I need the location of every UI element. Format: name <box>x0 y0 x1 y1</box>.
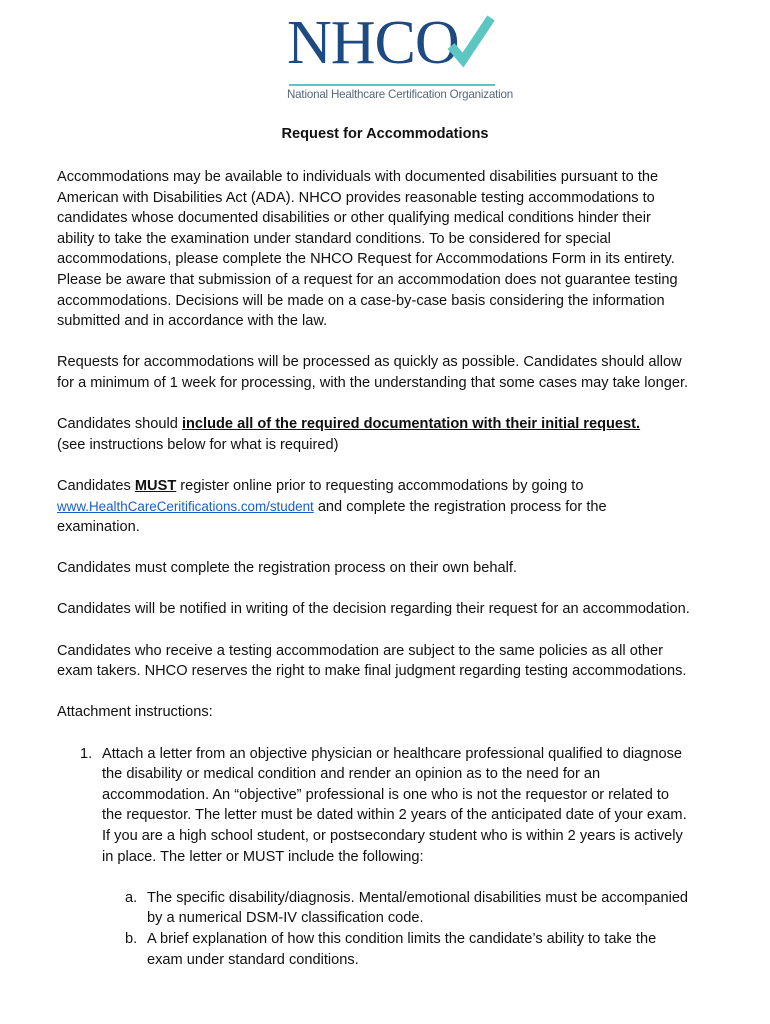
text-line: for a minimum of 1 week for processing, with the understanding that some cases may take longer. <box>57 374 689 391</box>
registration-link[interactable]: www.HealthCareCeritifications.com/student <box>57 498 314 514</box>
text-line: in place. The letter or MUST include the following: <box>102 848 424 865</box>
must-emphasis: MUST <box>134 477 177 494</box>
paragraph-policies <box>57 641 757 682</box>
paragraph-register: Candidates MUST register online prior to requesting accommodations by going to <box>57 477 584 494</box>
list-marker: a. <box>125 889 138 906</box>
text-line: A brief explanation of how this condition limits the candidate’s ability to take the <box>147 930 657 947</box>
document-body: Accommodations may be available to individuals with documented disabilities pursuant to the American with Disabilities Act (ADA). NHCO provides reasonable testing accommodations to candidates whose documented disabilities or other qualifying medical conditions hinder their ability to take the examination under standard conditions. To be considered for special accommodations, please complete the NHCO Request for Accommodations Form in its entirety. Please be aware that submission of a request for an accommodation does not guarantee testing accommodations. Decisions will be made on a case-by-case basis considering the information submitted and in accordance with the law. Requests for accommodations will be processed as quickly as possible. Candidates should allow for a minimum of 1 week for processing, with the understanding that some cases may take longer. Candidates should include all of the required documentation with their initial request. (see instructions below for what is required) Candidates MUST register online prior to requesting accommodations by going to www.HealthCareCeritifications.com/student and complete the registration process for the examination. Candidates must complete the registration process on their own behalf. Candidates will be notified in writing of the decision regarding their request for an accommodation. Candidates who receive a testing accommodation are subject to the same policies as all other exam takers. NHCO reserves the right to make final judgment regarding testing accommodations. Attachment instructions: 1. Attach a letter from an objective physician or healthcare professional qualified to diagnose the disability or medical condition and render an opinion as to the need for an accommodation. An “objective” professional is one who is not the requestor or related to the requestor. The letter must be dated within 2 years of the anticipated date of your exam. If you are a high school student, or postsecondary student who is within 2 years is actively in place. The letter or MUST include the following: a. The specific disability/diagnosis. Mental/emotional disabilities must be accompanied by a numerical DSM-IV classification code. b. A brief explanation of how this condition limits the candidate’s ability to take the exam under standard conditions. <box>57 167 757 970</box>
text-line: submitted and in accordance with the law. <box>57 313 328 330</box>
text-line: Accommodations may be available to individuals with documented disabilities pursuant to the <box>57 169 659 185</box>
text-line: the disability or medical condition and render an opinion as to the need for an <box>102 766 601 783</box>
list-item <box>57 888 757 929</box>
list-marker: b. <box>125 930 138 947</box>
text-line: If you are a high school student, or postsecondary student who is within 2 years is actively <box>102 828 683 844</box>
paragraph-notification: Candidates will be notified in writing of the decision regarding their request for an accommodation. <box>57 601 690 618</box>
text-line: ability to take the examination under standard conditions. To be considered for special <box>57 230 611 247</box>
required-doc-emphasis: include all of the required documentation with their initial request. <box>181 416 641 433</box>
paragraph-own-behalf: Candidates must complete the registration process on their own behalf. <box>57 560 517 577</box>
text-line: the requestor. The letter must be dated within 2 years of the anticipated date of your exam. <box>102 807 687 824</box>
instructions-note: (see instructions below for what is required) <box>57 436 339 453</box>
paragraph-documentation: Candidates should include all of the required documentation with their initial request. <box>57 416 641 433</box>
text-line: Please be aware that submission of a request for an accommodation does not guarantee testing <box>57 271 678 288</box>
paragraph-intro <box>57 167 757 332</box>
attachment-list <box>57 744 757 868</box>
list-item <box>57 929 757 970</box>
text-line: Attach a letter from an objective physician or healthcare professional qualified to diagnose <box>102 745 683 762</box>
attachment-heading: Attachment instructions: <box>57 704 213 721</box>
text-line: exam under standard conditions. <box>147 951 359 968</box>
paragraph-register-end: examination. <box>57 519 140 536</box>
page-title: Request for Accommodations <box>281 126 489 142</box>
checkmark-icon <box>437 12 497 72</box>
text-line: American with Disabilities Act (ADA). NHCO provides reasonable testing accommodations to <box>57 189 655 206</box>
paragraph-processing <box>57 352 757 393</box>
text-line: accommodations, please complete the NHCO Request for Accommodations Form in its entirety. <box>57 251 675 268</box>
list-marker: 1. <box>80 745 93 762</box>
text-line: candidates whose documented disabilities or other qualifying medical conditions hinder their <box>57 210 651 227</box>
text-line: The specific disability/diagnosis. Mental/emotional disabilities must be accompanied <box>147 889 689 906</box>
logo-org-name: National Healthcare Certification Organization <box>287 88 514 101</box>
logo-letters: NHCO <box>287 9 459 77</box>
text-line: Requests for accommodations will be processed as quickly as possible. Candidates should allow <box>57 354 682 371</box>
text-line: exam takers. NHCO reserves the right to make final judgment regarding testing accommodations. <box>57 663 687 680</box>
text-line: accommodations. Decisions will be made on a case-by-case basis considering the information <box>57 292 665 309</box>
nhco-logo <box>287 9 514 101</box>
attachment-sublist <box>57 888 757 970</box>
logo-divider <box>289 84 495 86</box>
text-line: accommodation. An “objective” professional is one who is not the requestor or related to <box>102 786 670 803</box>
text-line: by a numerical DSM-IV classification code. <box>147 910 424 927</box>
list-item <box>57 744 757 868</box>
text-line: Candidates who receive a testing accommodation are subject to the same policies as all other <box>57 642 663 659</box>
